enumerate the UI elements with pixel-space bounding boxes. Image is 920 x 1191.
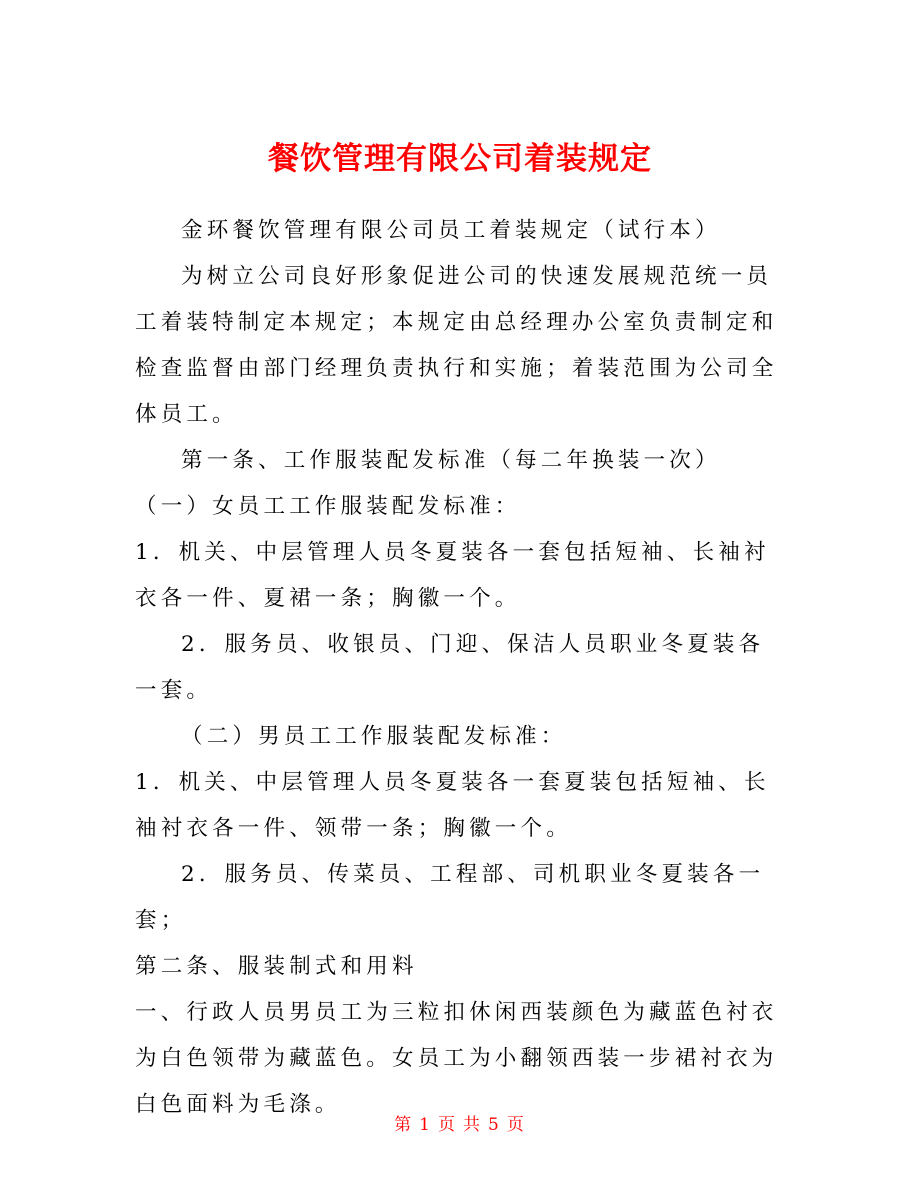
- paragraph-subtitle: 金环餐饮管理有限公司员工着装规定（试行本）: [181, 218, 721, 243]
- document-body: [135, 208, 785, 1128]
- paragraph-male-item-1: 1．机关、中层管理人员冬夏装各一套夏装包括短袖、长袖衬衣各一件、领带一条；胸徽一个。: [135, 770, 770, 841]
- page-footer: [0, 1110, 920, 1140]
- footer-total-word: 共: [463, 1115, 482, 1135]
- footer-suffix: 页: [506, 1115, 526, 1135]
- paragraph-female-standard-heading: （一）女员工工作服装配发标准：: [135, 494, 521, 519]
- footer-prefix: 第: [394, 1115, 414, 1135]
- paragraph-admin-uniform: 一、行政人员男员工为三粒扣休闲西装颜色为藏蓝色衬衣为白色领带为藏蓝色。女员工为小翻领西装一步裙衬衣为白色面料为毛涤。: [135, 1000, 778, 1117]
- paragraph-male-standard-heading: （二）男员工工作服装配发标准：: [181, 724, 567, 749]
- paragraph-female-item-2: 2．服务员、收银员、门迎、保洁人员职业冬夏装各一套。: [135, 632, 765, 703]
- footer-page-word: 页: [438, 1115, 457, 1135]
- paragraph-article-1: 第一条、工作服装配发标准（每二年换装一次）: [181, 448, 721, 473]
- paragraph-article-2: 第二条、服装制式和用料: [135, 954, 418, 979]
- footer-total-pages: 5: [488, 1115, 501, 1135]
- paragraph-intro: 为树立公司良好形象促进公司的快速发展规范统一员工着装特制定本规定；本规定由总经理办公室负责制定和检查监督由部门经理负责执行和实施；着装范围为公司全体员工。: [135, 264, 778, 427]
- paragraph-female-item-1: 1．机关、中层管理人员冬夏装各一套包括短袖、长袖衬衣各一件、夏裙一条；胸徽一个。: [135, 540, 770, 611]
- paragraph-male-item-2: 2．服务员、传菜员、工程部、司机职业冬夏装各一套；: [135, 862, 765, 933]
- document-title: 餐饮管理有限公司着装规定: [268, 140, 652, 177]
- footer-current-page: 1: [419, 1115, 432, 1135]
